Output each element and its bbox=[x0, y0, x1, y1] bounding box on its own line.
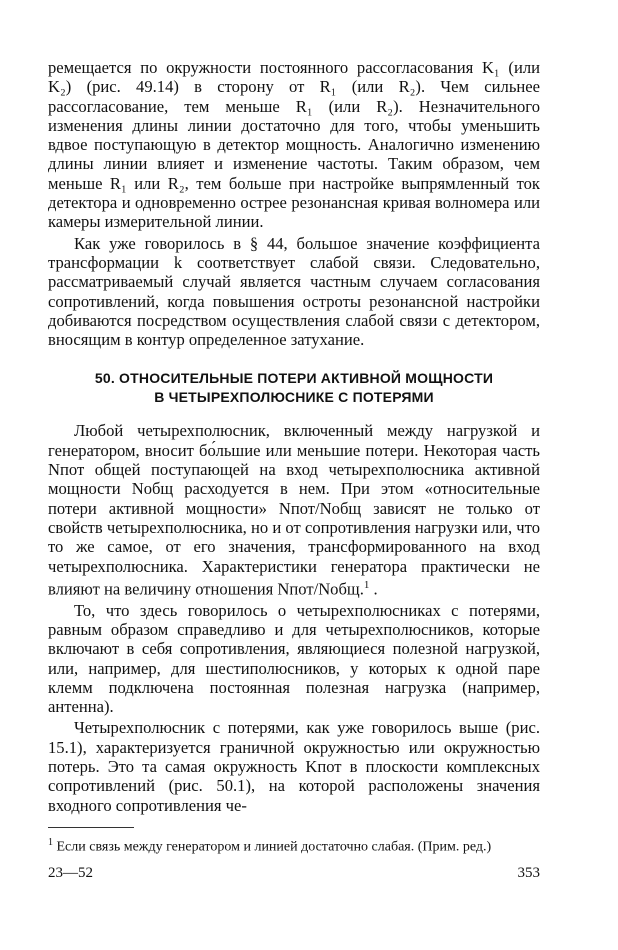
page-body bbox=[48, 58, 540, 856]
footnote-text: Если связь между генератором и линией достаточно слабая. (Прим. ред.) bbox=[56, 839, 492, 855]
section-heading-line2: В ЧЕТЫРЕХПОЛЮСНИКЕ С ПОТЕРЯМИ bbox=[154, 389, 434, 406]
paragraph-2: Как уже говорилось в § 44, большое значение коэффициента трансформации k соответствует слабой связи. Следовательно, рассматриваемый случай является частным случаем согласования сопротивлений, когда повышения остроты резонансной настройки добиваются посредством осуществления слабой связи с детектором, вносящим в контур определенное затухание. bbox=[48, 233, 540, 350]
paragraph-5: Четырехполюсник с потерями, как уже говорилось выше (рис. 15.1), характеризуется граничной окружностью или окружностью потерь. Это та самая окружность Kпот в плоскости комплексных сопротивлений (рис. 50.1), на которой расположены значения входного сопротивления че- bbox=[48, 718, 540, 815]
page-number: 353 bbox=[517, 865, 540, 881]
paragraph-4: То, что здесь говорилось о четырехполюсниках с потерями, равным образом справедливо и для четырехполюсников, которые включают в себя сопротивления, являющиеся полезной нагрузкой, или, например, для шестиполюсников, у которых к одной паре клемм подключена постоянная полезная нагрузка (например, антенна). bbox=[48, 600, 540, 717]
paragraph-top: ремещается по окружности постоянного рассогласования K₁ (или K₂) (рис. 49.14) в сторону от R₁ (или R₂). Чем сильнее рассогласование, тем меньше R₁ (или R₂). Незначительного изменения длины линии достаточно для того, чтобы уменьшить вдвое поступающую в детектор мощность. Аналогично изменению длины линии влияет и изменение частоты. Таким образом, чем меньше R₁ или R₂, тем больше при настройке выпрямленный ток детектора и одновременно острее резонансная кривая волномера или камеры измерительной линии. bbox=[48, 58, 540, 232]
footnote-ref: 1 bbox=[363, 578, 370, 591]
footnote-rule bbox=[48, 827, 134, 828]
paragraph-3: Любой четырехполюсник, включенный между нагрузкой и генератором, вносит бо́льшие или меньшие потери. Некоторая часть Nпот общей поступающей на вход четырехполюсника активной мощности Nобщ расходуется в нем. При этом «относительные потери активной мощности» Nпот/Nобщ зависят не только от свойств четырехполюсника, но и от сопротивления нагрузки или, что то же самое, от его значения, трансформированного на вход четырехполюсника. Характеристики генератора практически не влияют на величину отношения Nпот/Nобщ.$^1$ . bbox=[48, 421, 540, 599]
footnote-marker: 1 bbox=[48, 836, 53, 848]
section-heading-line1: 50. ОТНОСИТЕЛЬНЫЕ ПОТЕРИ АКТИВНОЙ МОЩНОСТИ bbox=[94, 370, 494, 387]
footnote bbox=[48, 834, 540, 856]
paragraph-3-text: Любой четырехполюсник, включенный между нагрузкой и генератором, вносит бо́льшие или меньшие потери. Некоторая часть Nпот общей поступающей на вход четырехполюсника активной мощности Nобщ расходуется в нем. При этом «относительные потери активной мощности» Nпот/Nобщ зависят не только от свойств четырехполюсника, но и от сопротивления нагрузки или, что то же самое, от его значения, трансформированного на вход четырехполюсника. Характеристики генератора практически не влияют на величину отношения Nпот/Nобщ. bbox=[48, 421, 540, 599]
section-heading bbox=[48, 369, 540, 407]
signature-mark: 23—52 bbox=[48, 865, 93, 881]
